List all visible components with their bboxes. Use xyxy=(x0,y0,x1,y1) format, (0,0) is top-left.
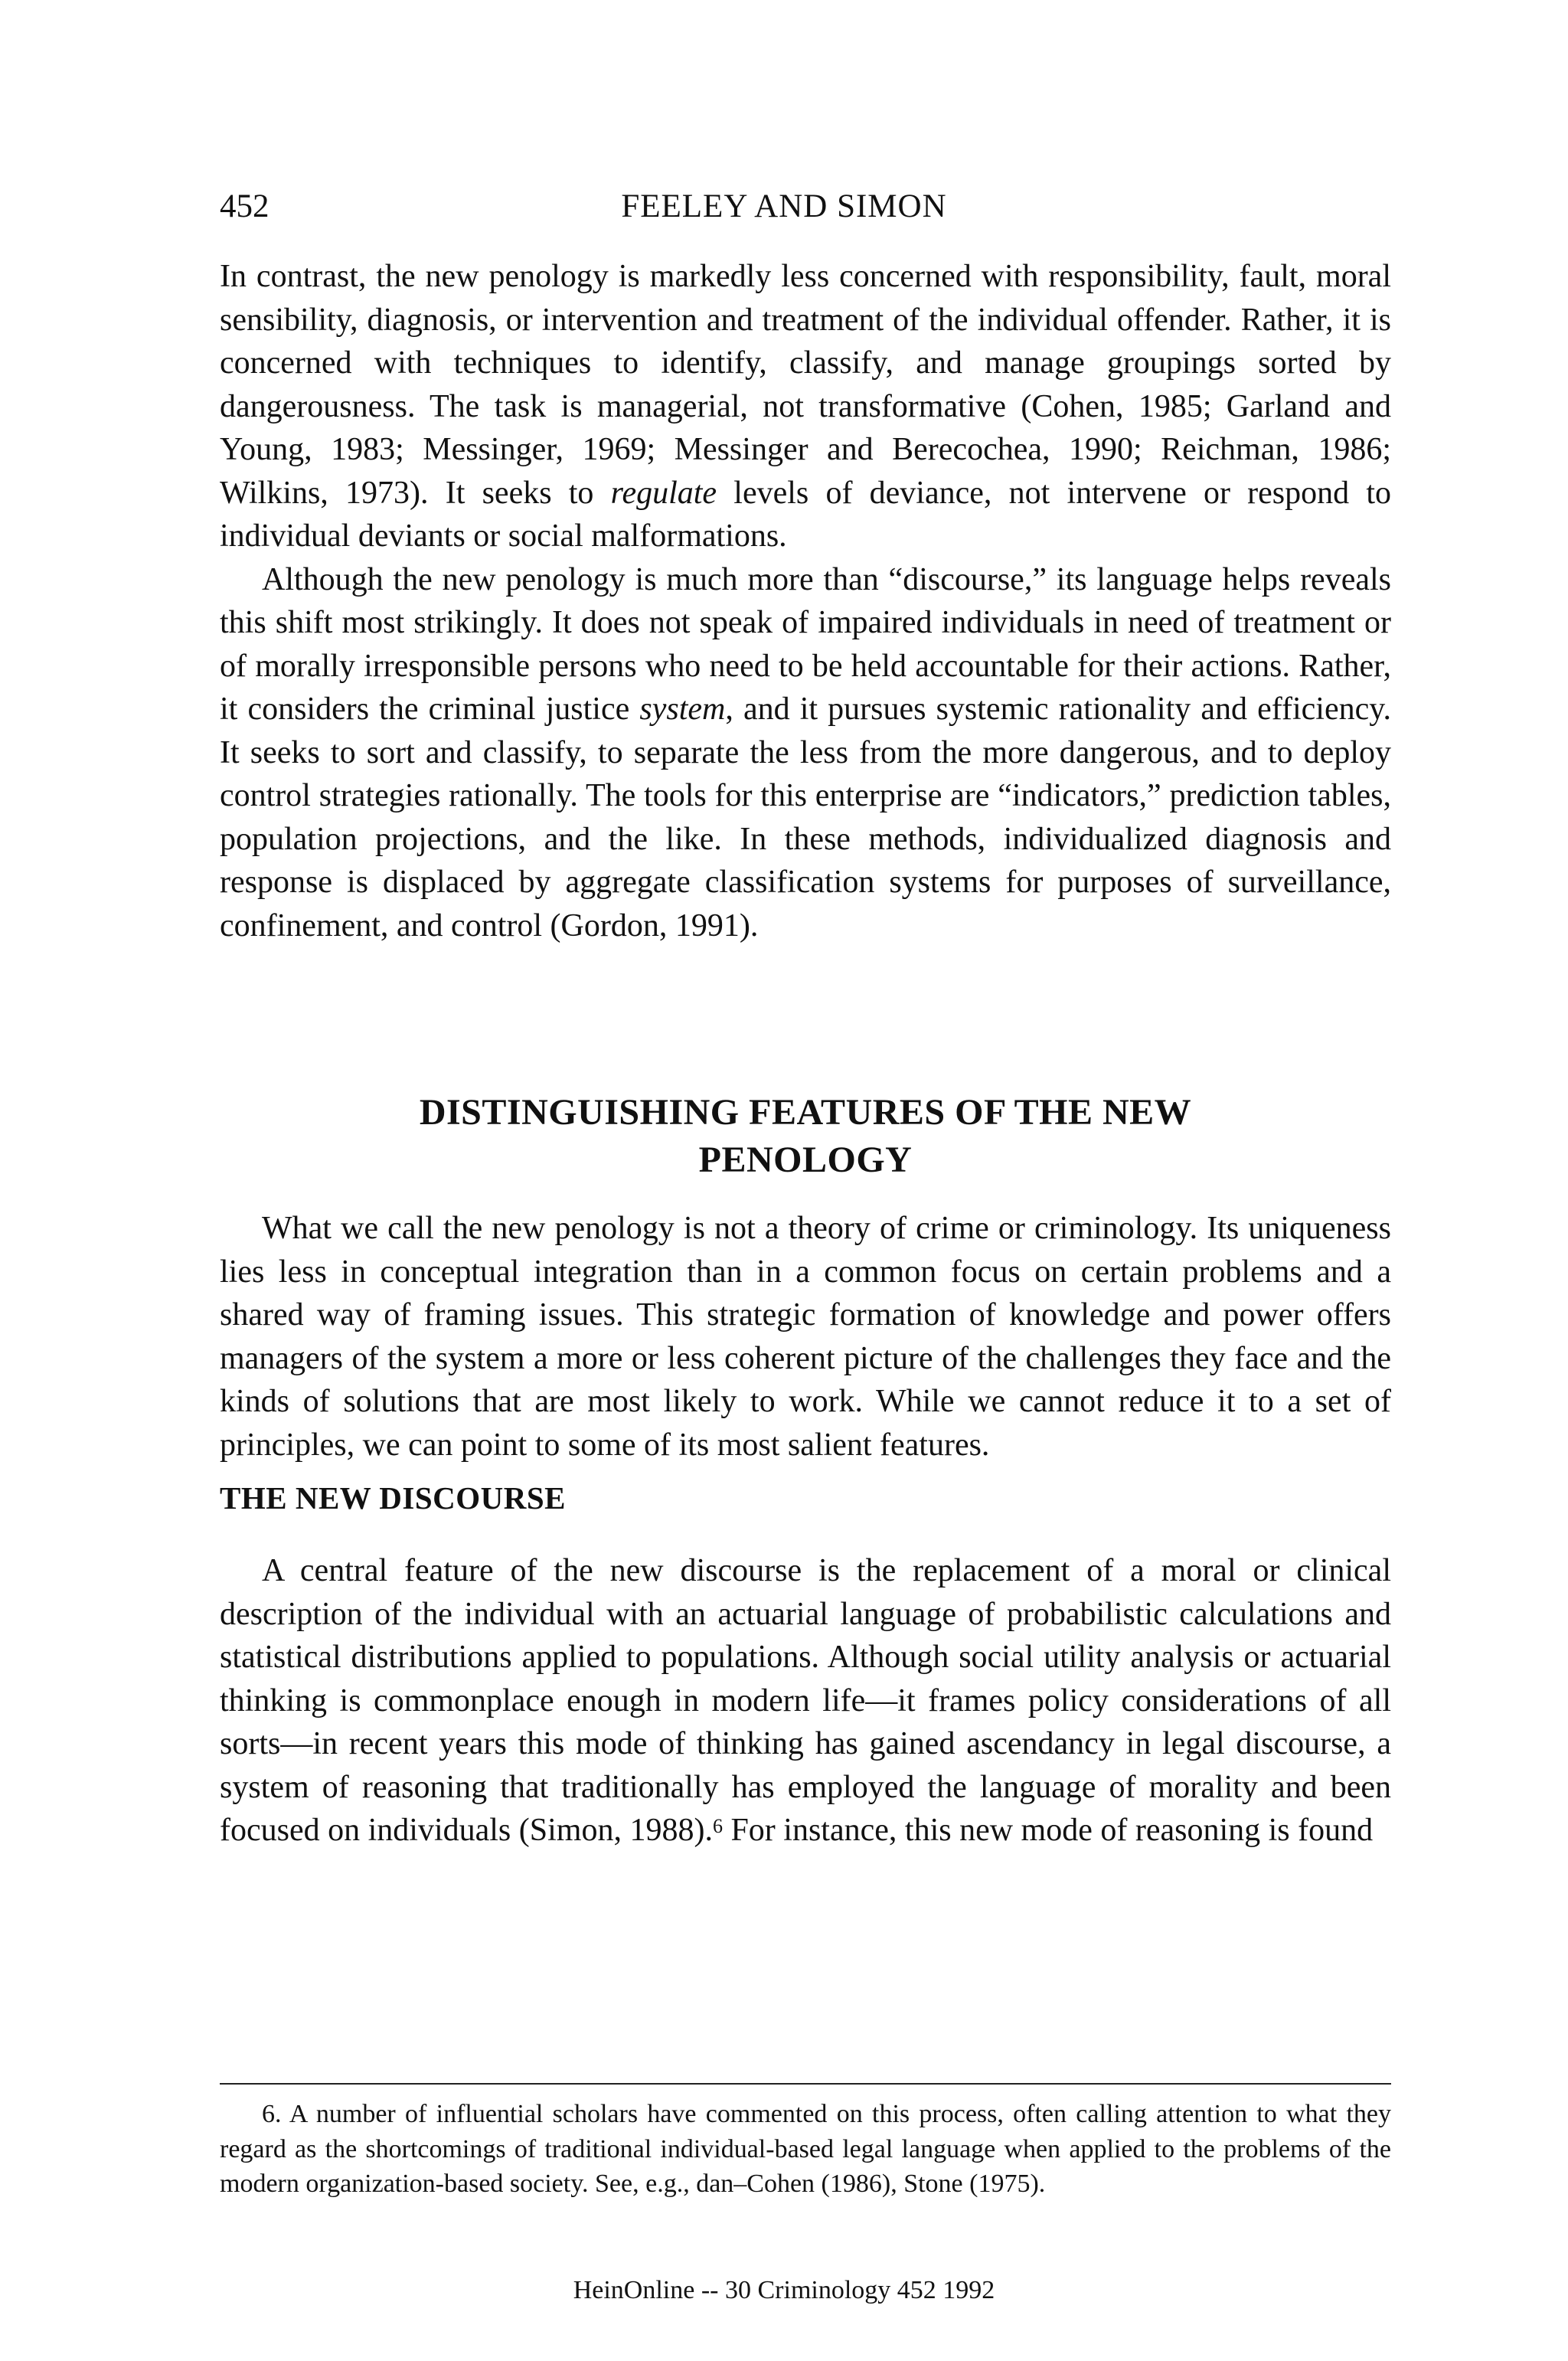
subsection-heading: THE NEW DISCOURSE xyxy=(220,1480,567,1516)
section-heading xyxy=(220,1089,1391,1184)
footnote-marker: 6 xyxy=(712,1815,723,1837)
italic-text: regulate xyxy=(610,475,717,511)
paragraph-section-2-part-2: For instance, this new mode of reasoning is found xyxy=(722,1813,1374,1848)
footnote-6: 6. A number of influential scholars have commented on this process, often calling attention to what they regard as the shortcomings of traditional individual-based legal language when applied to the problems of the modern organization-based society. See, e.g., dan–Cohen (1986), Stone (1975). xyxy=(220,2100,1391,2198)
paragraph-section-2 xyxy=(220,1549,1391,1853)
paragraph-intro-2 xyxy=(220,558,1391,948)
section-heading-line-1: DISTINGUISHING FEATURES OF THE NEW xyxy=(419,1092,1192,1133)
text-run: Although the new penology is much more than “discourse,” its language helps reveals this shift most strikingly. It does not speak of impaired individuals in need of treatment or of morally irresponsible persons who need to be held accountable for their actions. Rather, it considers the criminal justice xyxy=(220,561,1391,727)
text-run: In contrast, the new penology is markedly less concerned with responsibility, fault, moral sensibility, diagnosis, or intervention and treatment of the individual offender. Rather, it is concerned with techniques to identify, classify, and manage groupings sorted by dangerousness. The task is managerial, not transformative (Cohen, 1985; Garland and Young, 1983; Messinger, 1969; Messinger and Berecochea, 1990; Reichman, 1986; Wilkins, 1973). It seeks to xyxy=(220,259,1391,511)
italic-text: system xyxy=(639,692,726,727)
running-head: FEELEY AND SIMON xyxy=(621,188,947,224)
source-footer: HeinOnline -- 30 Criminology 452 1992 xyxy=(573,2276,995,2304)
paragraph-section-2-part-1: A central feature of the new discourse is the replacement of a moral or clinical description of the individual with an actuarial language of probabilistic calculations and statistical distributions applied to populations. Although social utility analysis or actuarial thinking is commonplace enough in modern life—it frames policy considerations of all sorts—in recent years this mode of thinking has gained ascendancy in legal discourse, a system of reasoning that traditionally has employed the language of morality and been focused on individuals (Simon, 1988). xyxy=(220,1553,1391,1848)
paragraph-intro-1 xyxy=(220,255,1391,558)
section-heading-line-2: PENOLOGY xyxy=(698,1140,913,1180)
paragraph-section-1: What we call the new penology is not a theory of crime or criminology. Its uniqueness lies less in conceptual integration than in a common focus on certain problems and a shared way of framing issues. This strategic formation of knowledge and power offers managers of the system a more or less coherent picture of the challenges they face and the kinds of solutions that are most likely to work. While we cannot reduce it to a set of principles, we can point to some of its most salient features. xyxy=(220,1211,1391,1463)
page-number: 452 xyxy=(220,188,270,224)
footnote-divider xyxy=(220,2083,1391,2085)
text-run: , and it pursues systemic rationality and efficiency. It seeks to sort and classify, to separate the less from the more dangerous, and to deploy control strategies rationally. The tools for this enterprise are “indicators,” prediction tables, population projections, and the like. In these methods, individualized diagnosis and response is displaced by aggregate classification systems for purposes of surveillance, confinement, and control (Gordon, 1991). xyxy=(220,692,1391,943)
intro-text xyxy=(220,255,1391,947)
section-1-text xyxy=(220,1207,1391,1467)
text-run: levels of deviance, not intervene or respond to individual deviants or social malformations. xyxy=(220,475,1391,554)
section-2-text xyxy=(220,1549,1391,1853)
